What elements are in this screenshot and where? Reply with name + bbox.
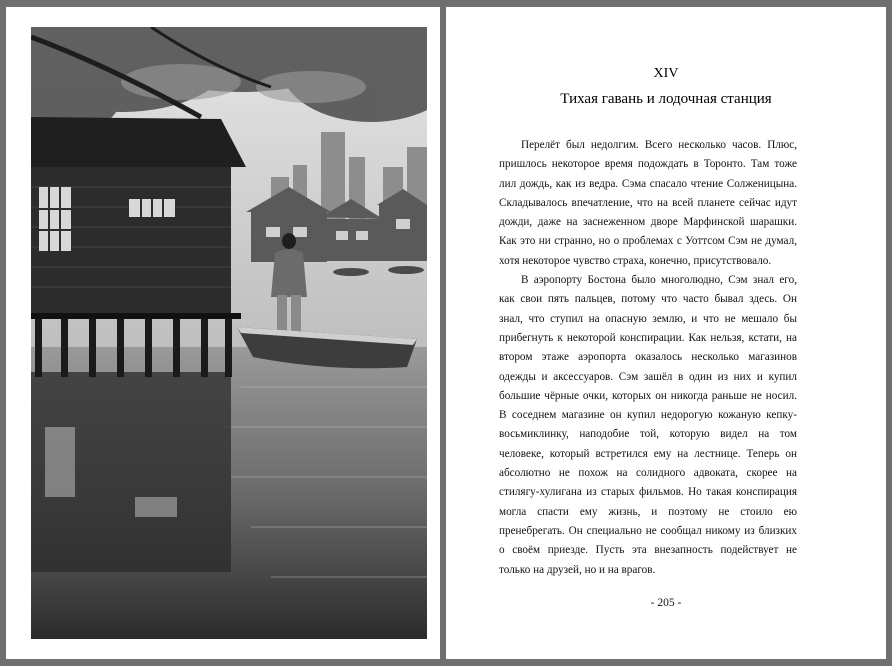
- paragraph: Перелёт был недолгим. Всего несколько часов. Плюс, пришлось некоторое время подождать в Торонто. Там тоже лил дождь, как из ведра. Сэма спасало чтение Солженицына. Складывалось впечатление, что на всей планете сейчас идут дожди, даже на заснеженном дворе Марфинской шарашки. Как это ни странно, но о проблемах с Уоттсом Сэм не думал, хотя некоторое чувство страха, конечно, присутствовало.: [499, 139, 797, 267]
- chapter-number: XIV: [653, 66, 679, 81]
- left-page: [6, 7, 440, 659]
- right-page: [446, 7, 886, 659]
- lake-boathouse-illustration-image: [31, 27, 427, 639]
- boathouse-illustration: [31, 27, 427, 639]
- chapter-body: [499, 136, 797, 580]
- chapter-title: Тихая гавань и лодочная станция: [560, 91, 772, 107]
- page-number: - 205 -: [650, 597, 682, 609]
- paragraph: В аэропорту Бостона было многолюдно, Сэм знал его, как свои пять пальцев, потому что часто бывал здесь. Он знал, что ступил на опасную землю, и что не мешало бы прибегнуть к некоторой конспирации. Как нельзя, кстати, на втором этаже аэропорта оказалось несколько магазинов одежды и аксессуаров. Сэм зашёл в один из них и купил большие чёрные очки, которых он никогда раньше не носил. В соседнем магазине он купил недорогую кожаную кепку-восьмиклинку, наподобие той, которую видел на том человеке, который встретился ему на лестнице. Теперь он абсолютно не похож на солидного адвоката, скорее на стилягу-хулигана из старых фильмов. Но такая конспирация могла спасти ему жизнь, и поэтому не стоило ею пренебрегать. Он специально не сообщал никому из близких о своём приезде. Пусть эта внезапность подействует не только на друзей, но и на врагов.: [499, 274, 797, 576]
